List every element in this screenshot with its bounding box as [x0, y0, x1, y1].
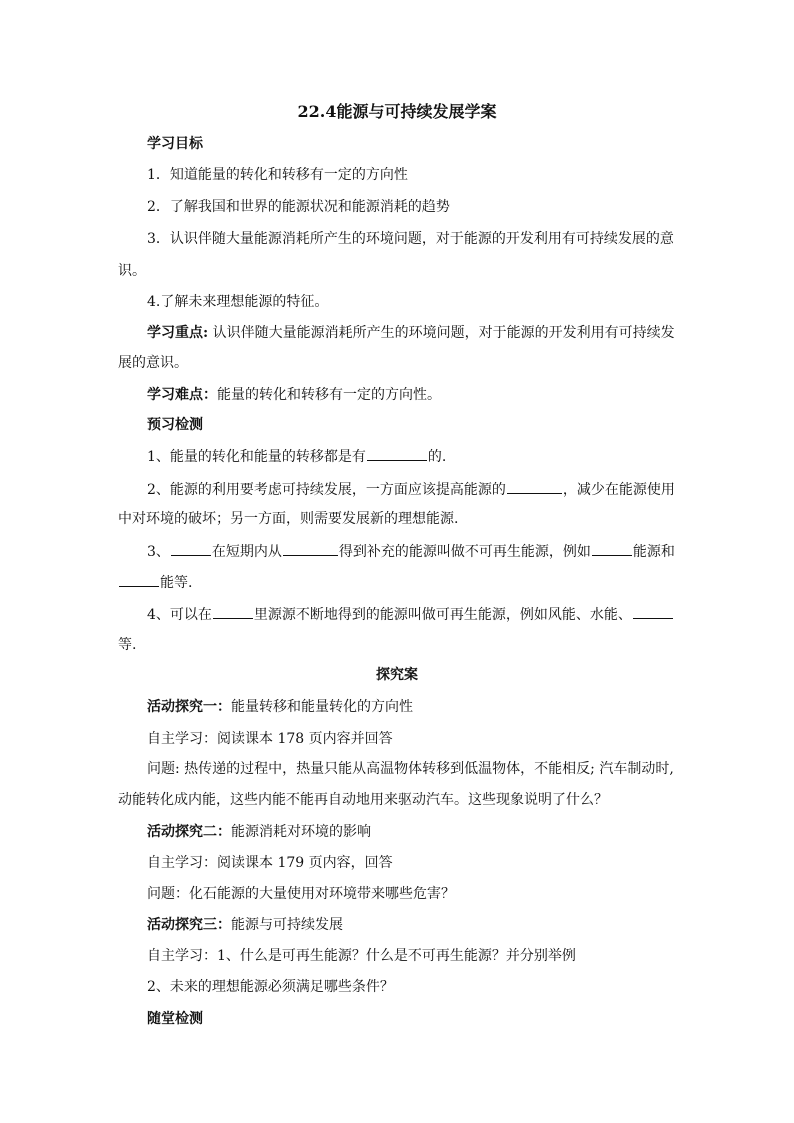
goals-heading: 学习目标 [147, 136, 203, 152]
preview-q1 [147, 446, 446, 467]
act3-question-2: 2、未来的理想能源必须满足哪些条件？ [147, 979, 394, 995]
q4-blank-1[interactable] [213, 604, 253, 619]
act1-self-study: 自主学习：阅读课本 178 页内容并回答 [147, 731, 393, 747]
act1-question-cont: 动能转化成内能，这些内能不能再自动地用来驱动汽车。这些现象说明了什么？ [118, 792, 608, 808]
q4-text-a: 4、可以在 [147, 607, 212, 623]
key-point-text: 认识伴随大量能源消耗所产生的环境问题，对于能源的开发利用有可持续发 [208, 325, 675, 341]
preview-q2 [147, 479, 675, 500]
q3-blank-3[interactable] [592, 541, 632, 556]
goal-item-2: 2．了解我国和世界的能源状况和能源消耗的趋势 [147, 199, 450, 215]
act3-title: 能源与可持续发展 [231, 917, 343, 933]
q3-text-d: 能源和 [632, 544, 675, 560]
explore-heading: 探究案 [376, 667, 418, 683]
difficulty-line [147, 385, 441, 405]
q2-blank[interactable] [507, 479, 562, 494]
q3-text-a: 3、 [147, 544, 170, 560]
preview-heading: 预习检测 [147, 417, 203, 433]
q3-text-c: 得到补充的能源叫做不可再生能源，例如 [338, 544, 591, 560]
goal-item-4: 4.了解未来理想能源的特征。 [147, 294, 329, 310]
act2-self-study: 自主学习：阅读课本 179 页内容，回答 [147, 855, 393, 871]
preview-q3-cont [118, 572, 192, 593]
act3-line [147, 915, 343, 935]
q3-blank-2[interactable] [283, 541, 338, 556]
q3-blank-4[interactable] [119, 572, 159, 587]
preview-q3 [147, 541, 675, 562]
key-point-cont: 展的意识。 [118, 355, 188, 371]
act1-line [147, 697, 413, 717]
act2-label: 活动探究二： [147, 824, 231, 840]
in-class-heading: 随堂检测 [147, 1011, 203, 1027]
act1-question-label: 问题: [147, 761, 180, 777]
q3-blank-1[interactable] [171, 541, 211, 556]
goal-item-1: 1．知道能量的转化和转移有一定的方向性 [147, 167, 408, 183]
preview-q2-cont: 中对环境的破坏；另一方面，则需要发展新的理想能源. [118, 511, 459, 527]
q1-text-b: 的. [427, 449, 447, 465]
q3-text-e: 能等. [160, 575, 193, 591]
key-point-label: 学习重点: [147, 325, 209, 341]
act1-label: 活动探究一： [147, 699, 231, 715]
q4-text-b: 里源源不断地得到的能源叫做可再生能源，例如风能、水能、 [253, 607, 632, 623]
q3-text-b: 在短期内从 [211, 544, 282, 560]
q1-text-a: 1、能量的转化和能量的转移都是有 [147, 449, 366, 465]
difficulty-label: 学习难点： [147, 387, 217, 403]
act3-self-study: 自主学习：1、什么是可再生能源？什么是不可再生能源？并分别举例 [147, 948, 576, 964]
act1-title: 能量转移和能量转化的方向性 [231, 699, 413, 715]
preview-q4-cont: 等. [118, 637, 137, 653]
q2-text-b: ，减少在能源使用 [562, 482, 675, 498]
act2-title: 能源消耗对环境的影响 [231, 824, 371, 840]
q1-blank[interactable] [367, 446, 427, 461]
act1-question-text: 热传递的过程中，热量只能从高温物体转移到低温物体，不能相反; 汽车制动时, [179, 761, 674, 777]
preview-q4 [147, 604, 674, 625]
key-point-line [147, 323, 675, 343]
act1-question [147, 759, 674, 779]
act2-line [147, 822, 371, 842]
goal-item-3-cont: 识。 [118, 263, 146, 279]
act3-label: 活动探究三： [147, 917, 231, 933]
page-title: 22.4能源与可持续发展学案 [297, 102, 497, 121]
goal-item-3: 3．认识伴随大量能源消耗所产生的环境问题，对于能源的开发利用有可持续发展的意 [147, 231, 674, 247]
difficulty-text: 能量的转化和转移有一定的方向性。 [217, 387, 441, 403]
act2-question: 问题：化石能源的大量使用对环境带来哪些危害？ [147, 886, 455, 902]
q2-text-a: 2、能源的利用要考虑可持续发展，一方面应该提高能源的 [147, 482, 506, 498]
q4-blank-2[interactable] [633, 604, 673, 619]
